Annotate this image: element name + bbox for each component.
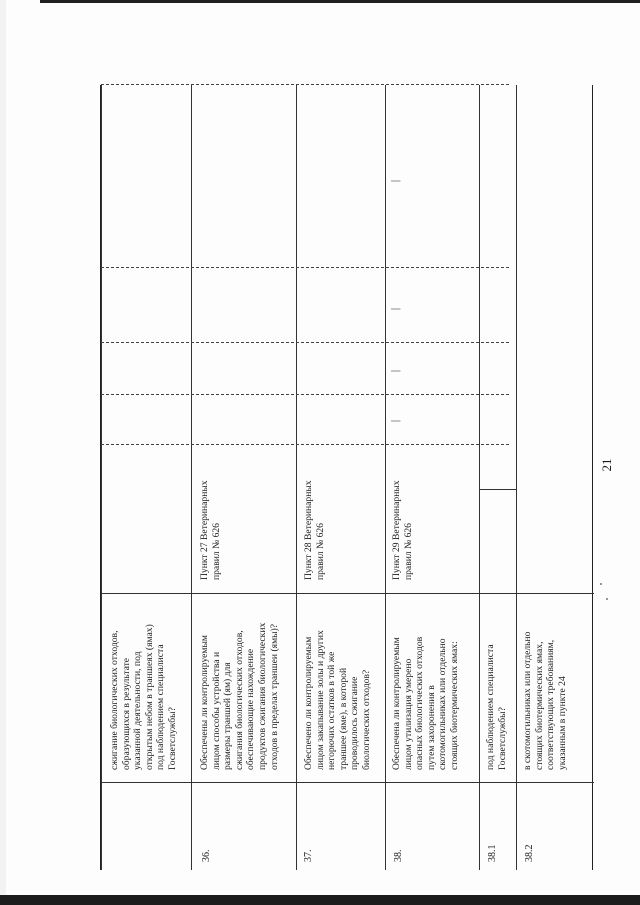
column-rule [101,394,509,395]
answer-mark: | [390,307,401,310]
regulation-reference: Пункт 27 Ветеринарных правил № 626 [199,480,222,580]
answer-mark: | [390,179,401,182]
column-rule [101,782,594,783]
column-rule [101,342,509,343]
answer-mark: | [390,369,401,372]
row-number: 38.2 [524,844,535,862]
column-rule [101,593,594,594]
column-rule [479,489,516,490]
row-number: 38. [393,849,404,862]
scan-edge-bottom [0,895,640,905]
column-rule [101,444,509,445]
row-number: 37. [303,849,314,862]
question-text: Обеспечены ли контролируемым лицом способы устройства и размеры траншей (ям) для сжигания биологических отходов, обеспечивающие нахождение продуктов сжигания биологических отходов в пределах траншеи (ямы)? [199,622,280,770]
question-text: под наблюдением специалиста Госветслужбы? [485,644,508,770]
question-text: сжигание биологических отходов, образующихся в результате указанной деятельности, под открытым небом в траншеях (ямах) под наблюдением специалиста Госветслужбы? [109,624,178,770]
column-rule [101,84,509,85]
scan-edge-left [0,0,6,905]
row-number: 36. [201,849,212,862]
regulation-reference: Пункт 28 Ветеринарных правил № 626 [303,480,326,580]
answer-mark: | [390,419,401,422]
checklist-table [100,85,593,870]
rotated-page-content [100,60,640,870]
scan-edge-top [40,0,640,3]
question-text: Обеспечена ли контролируемым лицом утилизация умерено опасных биологических отходов путем захоронения в скотомогильниках или отдельно стоящих биотермических ямах: [391,636,460,770]
page-number: 21 [599,458,614,472]
regulation-reference: Пункт 29 Ветеринарных правил № 626 [391,480,414,580]
column-rule [101,267,509,268]
question-text: в скотомогильниках или отдельно стоящих биотермических ямах, соответствующих требованиям, указанным в пункте 24 [522,631,568,770]
row-number: 38.1 [487,844,498,862]
question-text: Обеспечено ли контролируемым лицом закапывание золы и других негорючих остатков в той же траншее (яме), в которой проводилось сжигание биологических отходов? [303,630,372,770]
